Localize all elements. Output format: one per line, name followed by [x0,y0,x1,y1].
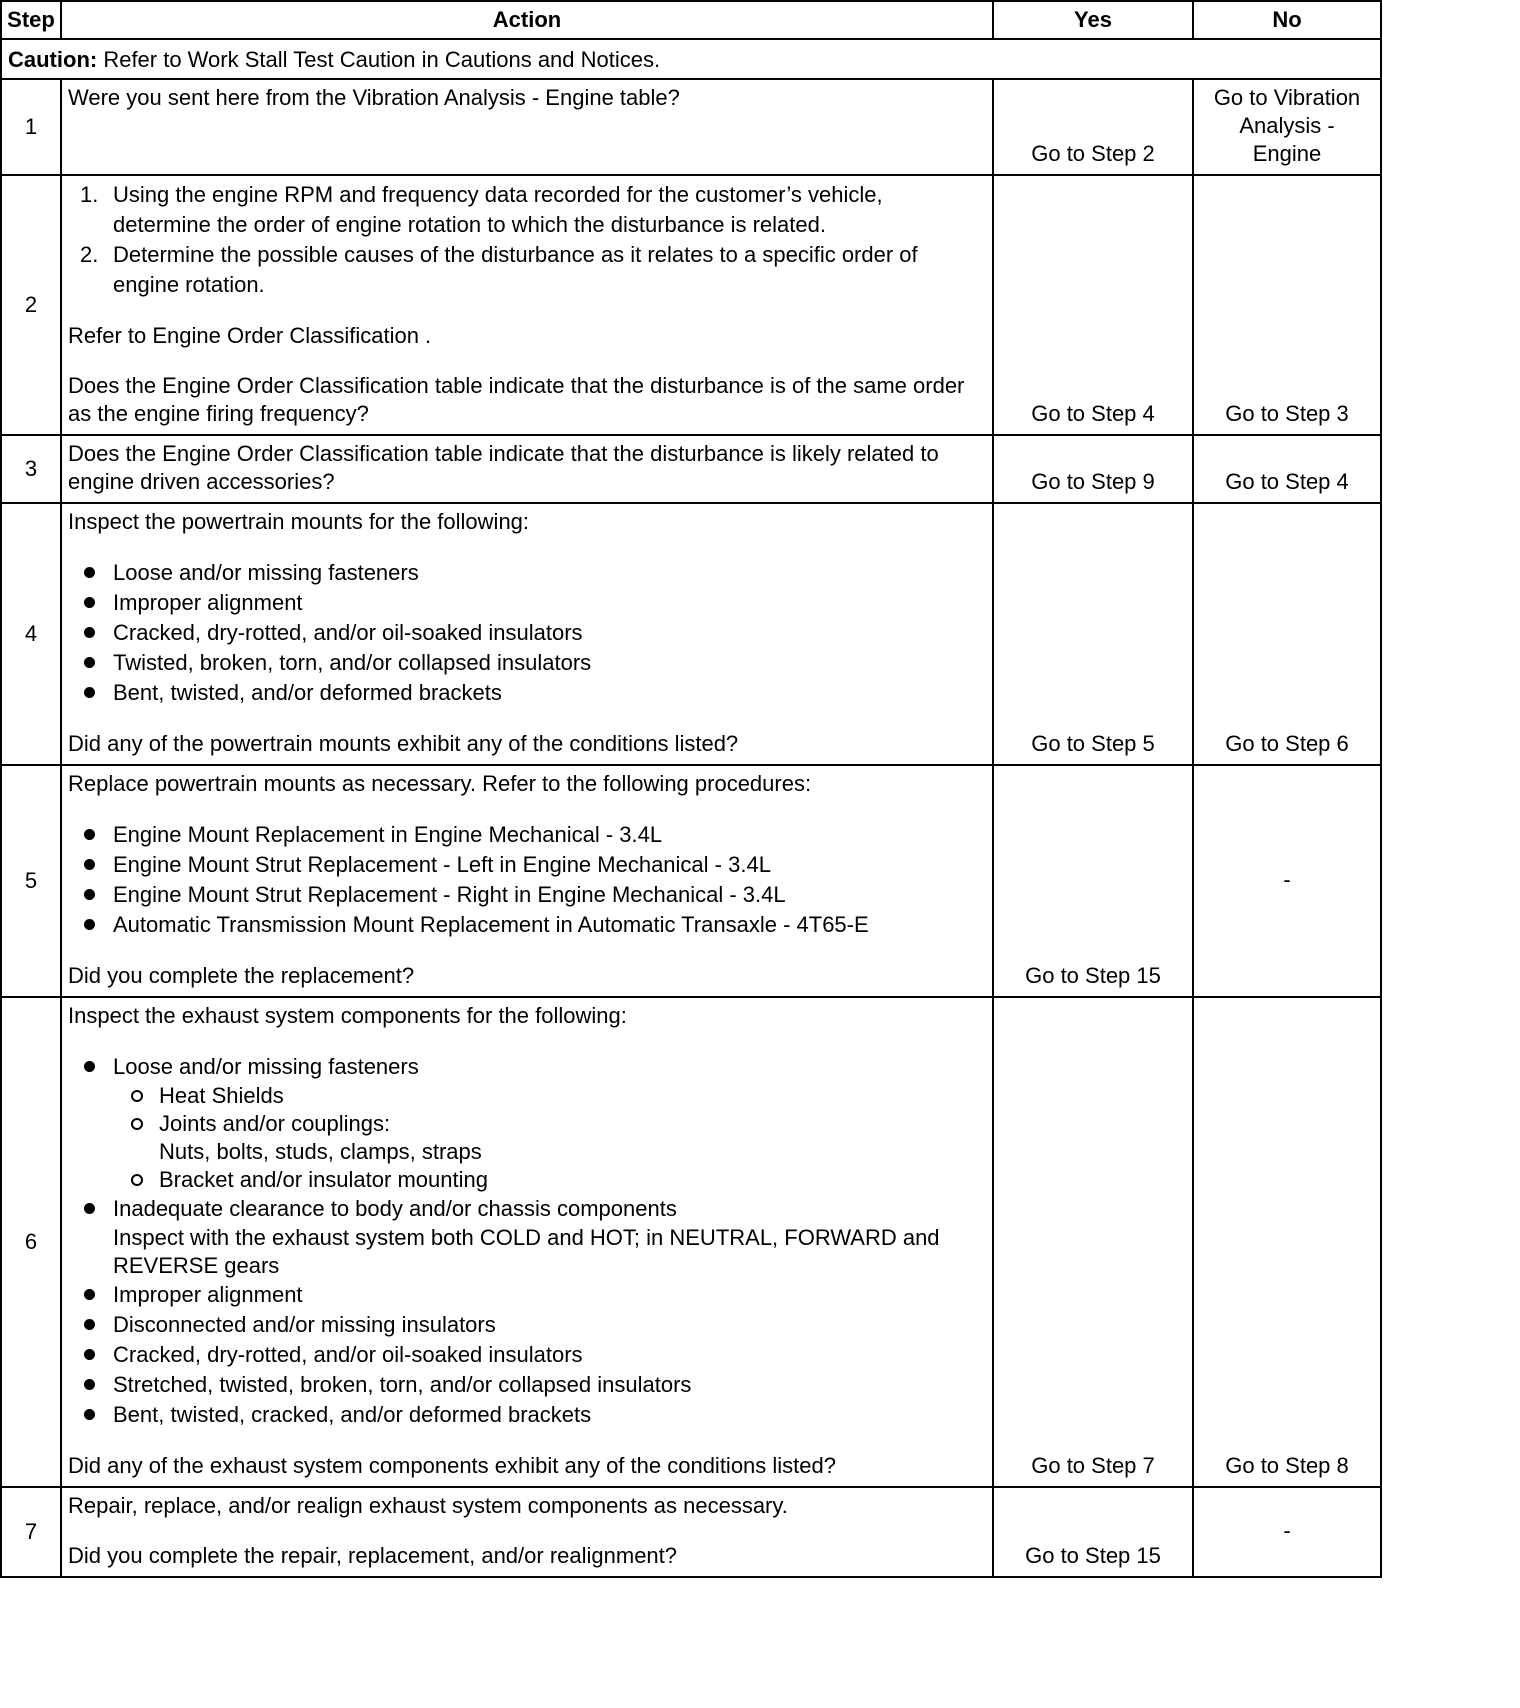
step-number: 1 [1,79,61,175]
action-question: Does the Engine Order Classification table indicate that the disturbance is of the same order as the engine firing frequency? [68,373,965,426]
bullet-icon [84,597,95,608]
list-item-text: Loose and/or missing fasteners [113,560,419,585]
yes-cell: Go to Step 5 [993,503,1193,765]
bullet-list [68,820,984,940]
list-item-text: Engine Mount Strut Replacement - Right in Engine Mechanical - 3.4L [113,882,786,907]
table-row-step-3 [1,435,1381,503]
action-cell [61,435,993,503]
bullet-icon [84,919,95,930]
list-item-text: Twisted, broken, torn, and/or collapsed insulators [113,650,592,675]
list-item [68,558,984,588]
circle-bullet-icon [131,1118,143,1130]
list-item [68,1370,984,1400]
list-item [68,678,984,708]
bullet-icon [84,1289,95,1300]
table-row-step-7 [1,1487,1381,1577]
action-intro: Replace powertrain mounts as necessary. Refer to the following procedures: [68,771,812,796]
action-intro: Inspect the powertrain mounts for the following: [68,509,530,534]
action-question: Did you complete the replacement? [68,963,415,988]
step-number: 2 [1,175,61,435]
action-cell [61,175,993,435]
bullet-icon [84,889,95,900]
sub-list-item-text: Joints and/or couplings: [159,1111,391,1136]
list-item-text: Automatic Transmission Mount Replacement in Automatic Transaxle - 4T65-E [113,912,869,937]
yes-cell: Go to Step 9 [993,435,1193,503]
step-number: 5 [1,765,61,997]
bullet-list [68,1052,984,1430]
list-item [68,1280,984,1310]
no-cell: Go to Step 6 [1193,503,1381,765]
list-item-text: Cracked, dry-rotted, and/or oil-soaked insulators [113,1342,583,1367]
table-row-step-6 [1,997,1381,1487]
bullet-icon [84,657,95,668]
list-item: 2. Determine the possible causes of the disturbance as it relates to a specific order of engine rotation. [80,242,918,297]
caution-label: Caution: [8,47,98,72]
bullet-icon [84,627,95,638]
yes-cell: Go to Step 7 [993,997,1193,1487]
circle-bullet-icon [131,1090,143,1102]
bullet-icon [84,1379,95,1390]
sub-list-item [68,1110,984,1166]
list-item [68,588,984,618]
no-cell: - [1193,765,1381,997]
list-item-text: Bent, twisted, and/or deformed brackets [113,680,502,705]
no-cell: Go to Step 8 [1193,997,1381,1487]
sub-list-item [68,1082,984,1110]
list-item [68,1194,984,1280]
list-item [68,910,984,940]
sub-list-item-text: Bracket and/or insulator mounting [159,1167,488,1192]
header-step: Step [1,1,61,39]
list-item: 1. Using the engine RPM and frequency data recorded for the customer’s vehicle, determine the order of engine rotation to which the disturbance is related. [80,182,883,237]
step-number: 7 [1,1487,61,1577]
no-cell: Go to Step 3 [1193,175,1381,435]
action-cell [61,765,993,997]
bullet-icon [84,687,95,698]
bullet-icon [84,1203,95,1214]
bullet-icon [84,859,95,870]
header-no: No [1193,1,1381,39]
action-intro: Inspect the exhaust system components for the following: [68,1003,627,1028]
action-question: Were you sent here from the Vibration Analysis - Engine table? [68,85,680,110]
bullet-list [68,558,984,708]
action-cell [61,997,993,1487]
list-item [68,820,984,850]
table-row-step-1 [1,79,1381,175]
list-item-text: Inadequate clearance to body and/or chassis components [113,1196,677,1221]
table-row-step-2 [1,175,1381,435]
step-number: 3 [1,435,61,503]
action-cell [61,79,993,175]
list-item-text: Stretched, twisted, broken, torn, and/or collapsed insulators [113,1372,692,1397]
header-yes: Yes [993,1,1193,39]
bullet-icon [84,1409,95,1420]
no-cell: - [1193,1487,1381,1577]
list-item-text: Cracked, dry-rotted, and/or oil-soaked insulators [113,620,583,645]
action-question: Did any of the powertrain mounts exhibit any of the conditions listed? [68,731,739,756]
header-action: Action [61,1,993,39]
sub-list [113,1082,984,1194]
action-cell [61,1487,993,1577]
yes-cell: Go to Step 2 [993,79,1193,175]
circle-bullet-icon [131,1174,143,1186]
sub-list-item-note: Nuts, bolts, studs, clamps, straps [159,1139,482,1164]
list-item [68,1310,984,1340]
table-row-step-4 [1,503,1381,765]
caution-cell [1,39,1381,79]
action-cell [61,503,993,765]
list-item [68,1400,984,1430]
bullet-icon [84,1061,95,1072]
table-row-step-5 [1,765,1381,997]
list-item [68,1052,984,1194]
step-number: 6 [1,997,61,1487]
action-intro: Repair, replace, and/or realign exhaust system components as necessary. [68,1493,788,1518]
list-item-text: Engine Mount Replacement in Engine Mechanical - 3.4L [113,822,663,847]
list-item-text: Improper alignment [113,590,303,615]
no-cell: Go to Step 4 [1193,435,1381,503]
caution-row [1,39,1381,79]
numbered-list [68,180,984,300]
list-item-note: Inspect with the exhaust system both COLD and HOT; in NEUTRAL, FORWARD and REVERSE gears [113,1225,940,1278]
yes-cell: Go to Step 15 [993,1487,1193,1577]
action-question: Did any of the exhaust system components exhibit any of the conditions listed? [68,1453,836,1478]
bullet-icon [84,567,95,578]
step-number: 4 [1,503,61,765]
sub-list-item [68,1166,984,1194]
refer-text: Refer to Engine Order Classification . [68,323,432,348]
list-item-text: Loose and/or missing fasteners [113,1054,419,1079]
bullet-icon [84,1319,95,1330]
list-item-text: Disconnected and/or missing insulators [113,1312,496,1337]
list-item-text: Bent, twisted, cracked, and/or deformed brackets [113,1402,592,1427]
action-question: Does the Engine Order Classification table indicate that the disturbance is likely related to engine driven accessories? [68,441,939,494]
sub-list-item-text: Heat Shields [159,1083,284,1108]
action-question: Did you complete the repair, replacement, and/or realignment? [68,1543,678,1568]
list-item [68,648,984,678]
list-item-text: Engine Mount Strut Replacement - Left in Engine Mechanical - 3.4L [113,852,771,877]
caution-text: Refer to Work Stall Test Caution in Cautions and Notices. [97,47,661,72]
no-cell: Go to Vibration Analysis - Engine [1193,79,1381,175]
list-item [68,880,984,910]
bullet-icon [84,829,95,840]
list-item-text: Using the engine RPM and frequency data recorded for the customer’s vehicle, determine the order of engine rotation to which the disturbance is related. [113,182,883,237]
list-item [68,618,984,648]
list-item-text: Determine the possible causes of the disturbance as it relates to a specific order of engine rotation. [113,242,918,297]
list-item [68,850,984,880]
bullet-icon [84,1349,95,1360]
list-item [68,1340,984,1370]
table-header-row [1,1,1381,39]
yes-cell: Go to Step 15 [993,765,1193,997]
list-item-text: Improper alignment [113,1282,303,1307]
yes-cell: Go to Step 4 [993,175,1193,435]
